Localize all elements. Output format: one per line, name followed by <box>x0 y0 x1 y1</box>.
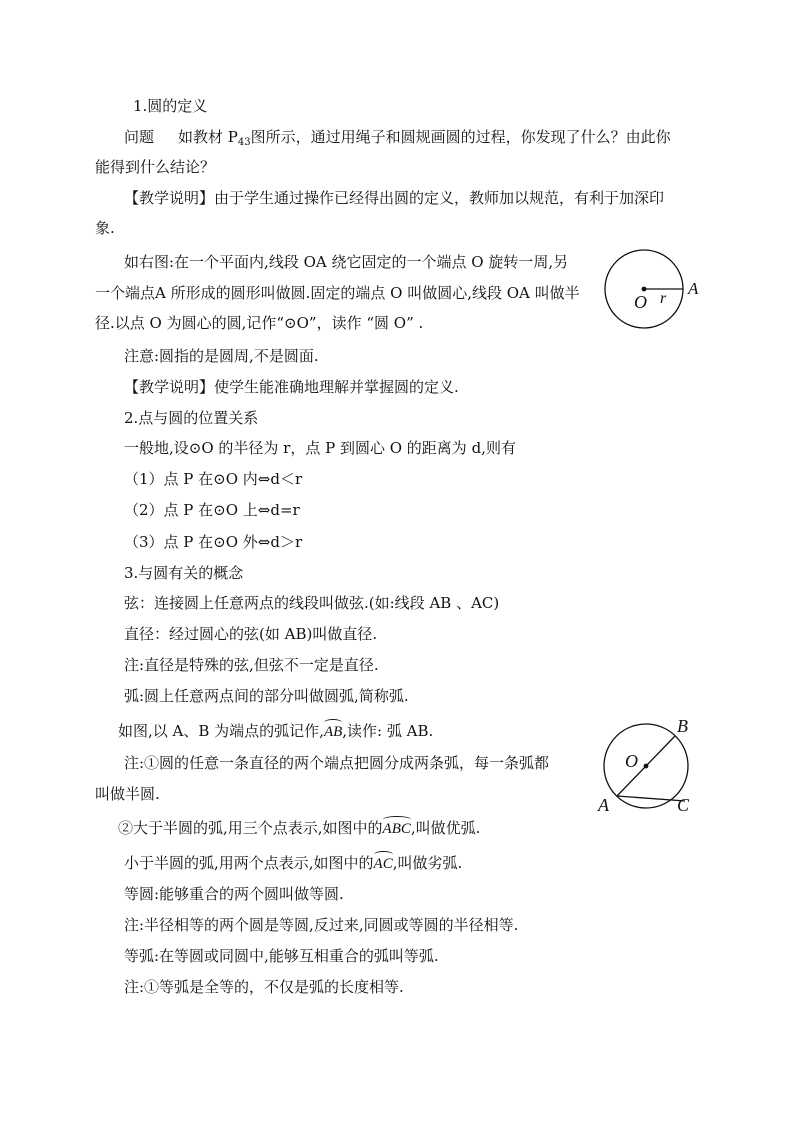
question-label: 问题 <box>124 128 155 146</box>
question-text-b: 图所示，通过用绳子和圆规画圆的过程，你发现了什么？由此你 <box>250 128 671 146</box>
point-circle-intro: 一般地,设⊙O 的半径为 r，点 P 到圆心 O 的距离为 d,则有 <box>124 439 516 457</box>
question-text-a: 如教材 P <box>178 128 238 146</box>
label-a: A <box>598 795 609 815</box>
circle-radius-figure <box>598 245 708 335</box>
equal-arcs-definition: 等弧:在等圆或同圆中,能够互相重合的弧叫等弧. <box>124 947 439 965</box>
arc-notation-line <box>118 721 433 742</box>
arc-notation-text-b: ,读作: 弧 AB. <box>342 722 434 740</box>
minor-arc-text-a: 小于半圆的弧,用两个点表示,如图中的 <box>124 854 374 872</box>
point-inside-case: （1）点 P 在⊙O 内⇔d＜r <box>124 470 303 488</box>
minor-arc-line <box>124 853 462 874</box>
semicircle-note-line-1: 注:①圆的任意一条直径的两个端点把圆分成两条弧，每一条弧都 <box>124 754 550 772</box>
arc-ac-symbol: AC <box>373 856 393 872</box>
semicircle-note-line-2: 叫做半圆. <box>95 785 160 803</box>
center-point <box>642 287 647 292</box>
caution-line: 注意:圆指的是圆周,不是圆面. <box>124 347 319 365</box>
teaching-note-1-line-1: 【教学说明】由于学生通过操作已经得出圆的定义，教师加以规范，有利于加深印 <box>124 189 665 207</box>
question-page-subscript: 43 <box>237 137 251 148</box>
major-arc-text-b: ,叫做优弧. <box>410 819 481 837</box>
arc-notation-text-a: 如图,以 A、B 为端点的弧记作, <box>118 722 324 740</box>
circle-definition-line-3: 径.以点 O 为圆心的圆,记作“⊙O”，读作 “圆 O” . <box>95 314 424 332</box>
arc-definition: 弧:圆上任意两点间的部分叫做圆弧,简称弧. <box>124 687 409 705</box>
label-c: C <box>677 795 690 815</box>
point-on-case: （2）点 P 在⊙O 上⇔d=r <box>124 501 300 519</box>
equal-circles-definition: 等圆:能够重合的两个圆叫做等圆. <box>124 885 344 903</box>
circle-definition-line-2: 一个端点A 所形成的圆形叫做圆.固定的端点 O 叫做圆心,线段 OA 叫做半 <box>95 284 580 302</box>
major-arc-line <box>118 818 480 839</box>
equal-circles-note: 注:半径相等的两个圆是等圆,反过来,同圆或等圆的半径相等. <box>124 916 519 934</box>
section2-heading: 2.点与圆的位置关系 <box>124 409 259 427</box>
question-line-2: 能得到什么结论？ <box>95 158 216 176</box>
circle-definition-line-1: 如右图:在一个平面内,线段 OA 绕它固定的一个端点 O 旋转一周,另 <box>124 253 569 271</box>
center-label-o: O <box>634 292 647 312</box>
major-arc-text-a: ②大于半圆的弧,用三个点表示,如图中的 <box>118 819 383 837</box>
section1-heading: 1.圆的定义 <box>133 97 208 115</box>
diameter-definition: 直径：经过圆心的弦(如 AB)叫做直径. <box>124 625 378 643</box>
label-o: O <box>625 751 638 771</box>
chord-definition: 弦：连接圆上任意两点的线段叫做弦.(如:线段 AB 、AC) <box>124 594 500 612</box>
circle-chord-figure <box>594 713 704 819</box>
arc-abc-symbol: ABC <box>382 821 411 837</box>
label-b: B <box>677 716 688 736</box>
teaching-note-2: 【教学说明】使学生能准确地理解并掌握圆的定义. <box>124 378 459 396</box>
minor-arc-text-b: ,叫做劣弧. <box>392 854 463 872</box>
arc-ab-symbol: AB <box>323 724 343 740</box>
point-outside-case: （3）点 P 在⊙O 外⇔d＞r <box>124 533 303 551</box>
question-line-1 <box>124 127 671 147</box>
diameter-note: 注:直径是特殊的弦,但弦不一定是直径. <box>124 656 379 674</box>
radius-label-r: r <box>660 290 667 307</box>
center2-point <box>644 764 649 769</box>
equal-arcs-note: 注:①等弧是全等的，不仅是弧的长度相等. <box>124 978 404 996</box>
point-label-a: A <box>688 279 699 298</box>
section3-heading: 3.与圆有关的概念 <box>124 564 244 582</box>
teaching-note-1-line-2: 象. <box>95 219 115 237</box>
